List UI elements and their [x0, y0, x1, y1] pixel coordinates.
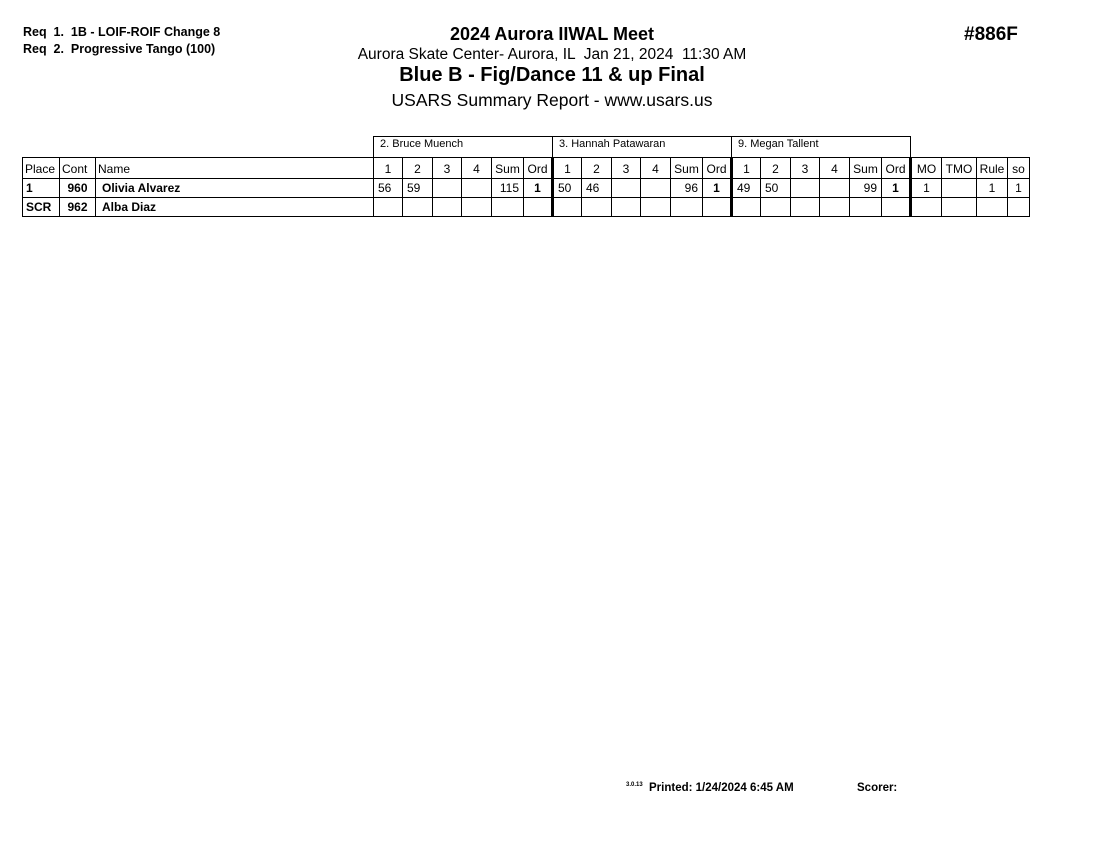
- score-cell: [732, 198, 761, 217]
- results-table: [22, 136, 1030, 217]
- col-sum: Sum: [850, 158, 882, 179]
- col-score-4: 4: [820, 158, 850, 179]
- meet-title: 2024 Aurora IIWAL Meet: [449, 24, 655, 44]
- score-cell: [820, 179, 850, 198]
- tmo-cell: [942, 179, 977, 198]
- col-place: Place: [23, 158, 60, 179]
- table-row: [23, 179, 1030, 198]
- score-cell: 46: [582, 179, 612, 198]
- col-score-3: 3: [433, 158, 462, 179]
- score-cell: [433, 198, 462, 217]
- score-cell: [641, 179, 671, 198]
- so-cell: 1: [1008, 179, 1030, 198]
- col-so: so: [1008, 158, 1030, 179]
- col-score-2: 2: [403, 158, 433, 179]
- sum-cell: [850, 198, 882, 217]
- score-cell: [761, 198, 791, 217]
- score-cell: [374, 198, 403, 217]
- table-row: [23, 198, 1030, 217]
- printed-timestamp: Printed: 1/24/2024 6:45 AM: [649, 782, 794, 794]
- score-cell: [791, 179, 820, 198]
- score-cell: [462, 198, 492, 217]
- score-cell: 59: [403, 179, 433, 198]
- col-score-4: 4: [462, 158, 492, 179]
- ord-cell: [703, 198, 732, 217]
- ord-cell: 1: [882, 179, 911, 198]
- score-cell: [553, 198, 582, 217]
- judge-name: 9. Megan Tallent: [732, 137, 911, 158]
- score-cell: [612, 198, 641, 217]
- col-score-3: 3: [612, 158, 641, 179]
- col-name: Name: [96, 158, 374, 179]
- event-title: Blue B - Fig/Dance 11 & up Final: [399, 64, 705, 86]
- score-cell: [612, 179, 641, 198]
- sum-cell: [492, 198, 524, 217]
- score-cell: [641, 198, 671, 217]
- score-cell: 50: [553, 179, 582, 198]
- col-tmo: TMO: [942, 158, 977, 179]
- ord-cell: [882, 198, 911, 217]
- col-ord: Ord: [524, 158, 553, 179]
- skater-name: Alba Diaz: [96, 198, 374, 217]
- skater-name: Olivia Alvarez: [96, 179, 374, 198]
- ord-cell: 1: [524, 179, 553, 198]
- requirement-2: Req 2. Progressive Tango (100): [23, 42, 216, 56]
- score-cell: [820, 198, 850, 217]
- judge-name: 2. Bruce Muench: [374, 137, 553, 158]
- ord-cell: 1: [703, 179, 732, 198]
- score-cell: 49: [732, 179, 761, 198]
- rule-cell: 1: [977, 179, 1008, 198]
- column-header-row: [23, 158, 1030, 179]
- sum-cell: 115: [492, 179, 524, 198]
- sum-cell: 99: [850, 179, 882, 198]
- col-score-1: 1: [553, 158, 582, 179]
- col-score-4: 4: [641, 158, 671, 179]
- col-cont: Cont: [60, 158, 96, 179]
- score-cell: [433, 179, 462, 198]
- requirement-1: Req 1. 1B - LOIF-ROIF Change 8: [23, 25, 221, 39]
- version-label: 3.0.13: [626, 782, 643, 788]
- cont-cell: 962: [60, 198, 96, 217]
- judge-header-row: [23, 137, 1030, 158]
- col-score-2: 2: [761, 158, 791, 179]
- place-cell: 1: [23, 179, 60, 198]
- judge-name: 3. Hannah Patawaran: [553, 137, 732, 158]
- score-cell: 56: [374, 179, 403, 198]
- scorer-label: Scorer:: [857, 782, 898, 794]
- tmo-cell: [942, 198, 977, 217]
- col-ord: Ord: [703, 158, 732, 179]
- so-cell: [1008, 198, 1030, 217]
- score-cell: [462, 179, 492, 198]
- col-score-1: 1: [732, 158, 761, 179]
- ord-cell: [524, 198, 553, 217]
- place-cell: SCR: [23, 198, 60, 217]
- sum-cell: [671, 198, 703, 217]
- col-score-2: 2: [582, 158, 612, 179]
- cont-cell: 960: [60, 179, 96, 198]
- mo-cell: 1: [911, 179, 942, 198]
- col-rule: Rule: [977, 158, 1008, 179]
- col-sum: Sum: [671, 158, 703, 179]
- col-score-3: 3: [791, 158, 820, 179]
- col-sum: Sum: [492, 158, 524, 179]
- score-cell: [582, 198, 612, 217]
- col-mo: MO: [911, 158, 942, 179]
- score-cell: 50: [761, 179, 791, 198]
- mo-cell: [911, 198, 942, 217]
- score-cell: [403, 198, 433, 217]
- sum-cell: 96: [671, 179, 703, 198]
- event-code: #886F: [964, 24, 1018, 45]
- col-score-1: 1: [374, 158, 403, 179]
- score-cell: [791, 198, 820, 217]
- report-title: USARS Summary Report - www.usars.us: [391, 90, 713, 110]
- meet-location: Aurora Skate Center- Aurora, IL Jan 21, 2024 11:30 AM: [357, 46, 747, 63]
- rule-cell: [977, 198, 1008, 217]
- col-ord: Ord: [882, 158, 911, 179]
